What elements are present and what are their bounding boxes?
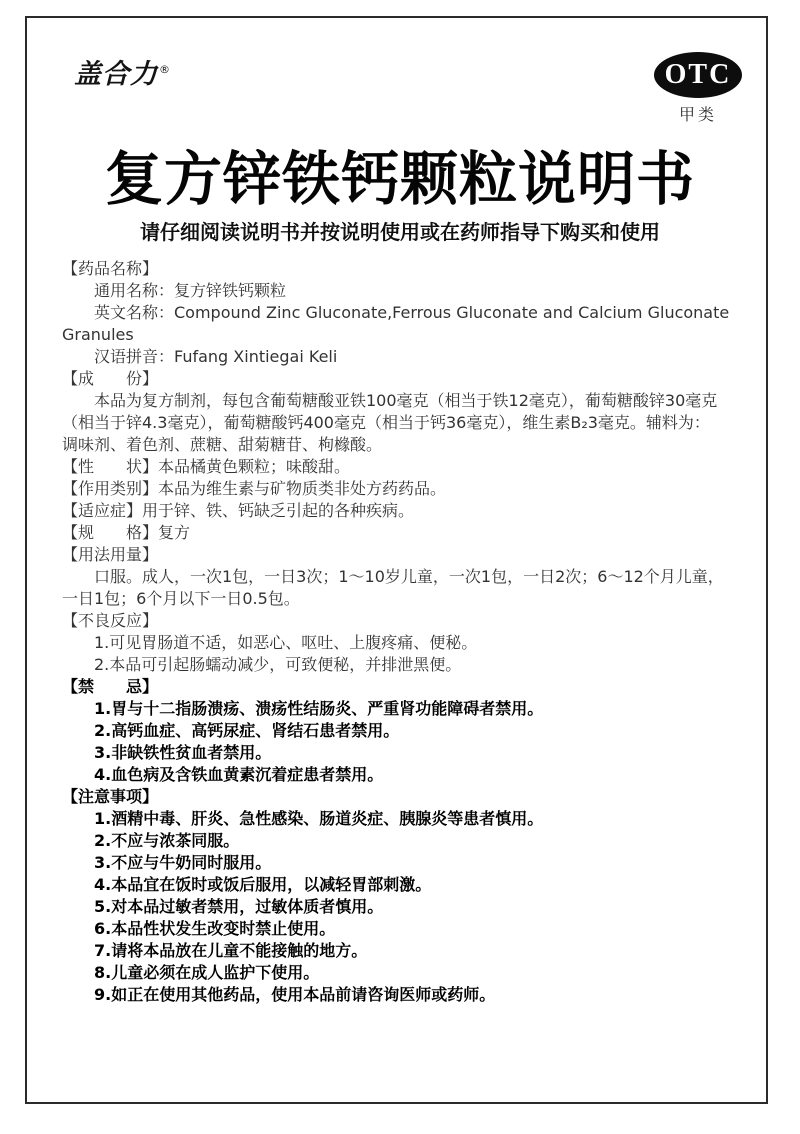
body-line: 【成 份】	[62, 369, 159, 388]
body-line: 5.对本品过敏者禁用，过敏体质者慎用。	[94, 897, 384, 916]
body-line: 9.如正在使用其他药品，使用本品前请咨询医师或药师。	[94, 985, 496, 1004]
body-line: 1.可见胃肠道不适，如恶心、呕吐、上腹疼痛、便秘。	[94, 633, 478, 652]
registered-trademark-icon: ®	[159, 63, 171, 76]
body-line: 【不良反应】	[62, 611, 159, 630]
body-line: 2.本品可引起肠蠕动减少，可致便秘，并排泄黑便。	[94, 655, 462, 674]
body-line: 2.不应与浓茶同服。	[94, 831, 240, 850]
body-line: 4.本品宜在饭时或饭后服用，以减轻胃部刺激。	[94, 875, 432, 894]
body-line: 汉语拼音：Fufang Xintiegai Keli	[94, 347, 338, 366]
body-line: 英文名称：Compound Zinc Gluconate,Ferrous Gluconate and Calcium Gluconate	[94, 303, 730, 322]
body-line: （相当于锌4.3毫克），葡萄糖酸钙400毫克（相当于钙36毫克），维生素B₂3毫克。辅料为：	[62, 413, 710, 432]
otc-mark	[650, 52, 746, 125]
body-line: 【用法用量】	[62, 545, 159, 564]
body-line: 7.请将本品放在儿童不能接触的地方。	[94, 941, 368, 960]
body-line: 【性 状】本品橘黄色颗粒；味酸甜。	[62, 457, 351, 476]
document-subtitle: 请仔细阅读说明书并按说明使用或在药师指导下购买和使用	[140, 220, 660, 244]
body-line: 6.本品性状发生改变时禁止使用。	[94, 919, 336, 938]
body-line: 1.胃与十二指肠溃疡、溃疡性结肠炎、严重肾功能障碍者禁用。	[94, 699, 544, 718]
body-line: 【适应症】用于锌、铁、钙缺乏引起的各种疾病。	[62, 501, 415, 520]
body-line: 【药品名称】	[62, 259, 159, 278]
body-line: 【禁 忌】	[62, 677, 159, 696]
body-line: 一日1包；6个月以下一日0.5包。	[62, 589, 300, 608]
body-line: 3.非缺铁性贫血者禁用。	[94, 743, 272, 762]
body-line: 【规 格】复方	[62, 523, 191, 542]
document-title: 复方锌铁钙颗粒说明书	[104, 145, 695, 213]
otc-badge-icon: OTC	[654, 52, 742, 98]
document-body	[62, 258, 752, 1006]
body-line: 3.不应与牛奶同时服用。	[94, 853, 272, 872]
body-line: 8.儿童必须在成人监护下使用。	[94, 963, 320, 982]
body-line: 口服。成人，一次1包，一日3次；1～10岁儿童，一次1包，一日2次；6～12个月儿童，	[94, 567, 724, 586]
otc-class-label: 甲类	[678, 105, 717, 124]
body-line: 2.高钙血症、高钙尿症、肾结石患者禁用。	[94, 721, 400, 740]
body-line: 通用名称：复方锌铁钙颗粒	[94, 281, 287, 300]
brand-logo	[74, 52, 171, 91]
body-line: 1.酒精中毒、肝炎、急性感染、肠道炎症、胰腺炎等患者慎用。	[94, 809, 544, 828]
body-line: Granules	[62, 325, 134, 344]
body-line: 4.血色病及含铁血黄素沉着症患者禁用。	[94, 765, 384, 784]
body-line: 本品为复方制剂，每包含葡萄糖酸亚铁100毫克（相当于铁12毫克），葡萄糖酸锌30毫克	[94, 391, 718, 410]
body-line: 【作用类别】本品为维生素与矿物质类非处方药药品。	[62, 479, 447, 498]
body-line: 调味剂、着色剂、蔗糖、甜菊糖苷、枸橼酸。	[62, 435, 383, 454]
brand-name: 盖合力	[74, 59, 158, 90]
body-line: 【注意事项】	[62, 787, 159, 806]
